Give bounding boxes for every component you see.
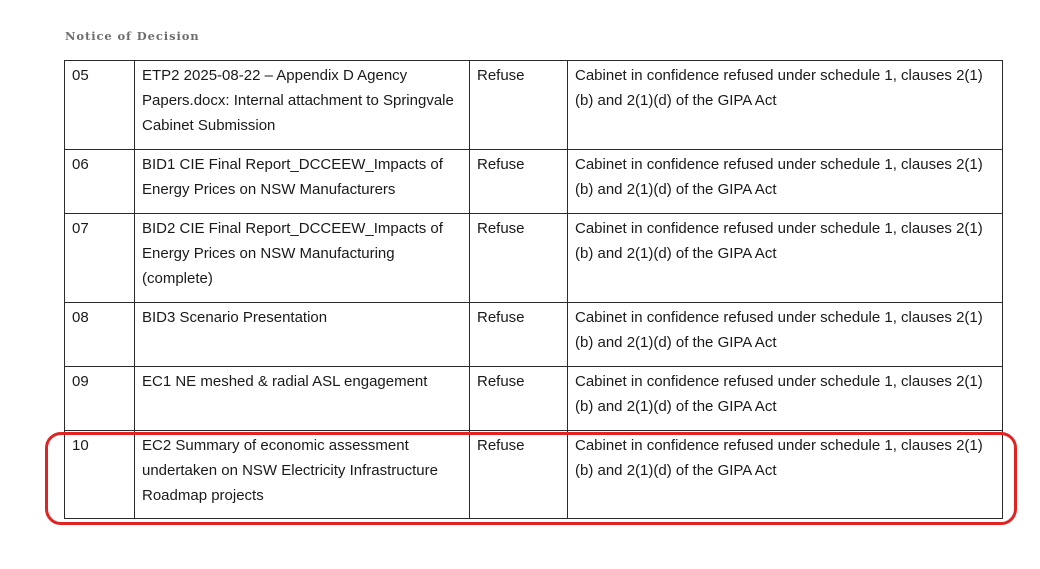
document-description: BID1 CIE Final Report_DCCEEW_Impacts of Energy Prices on NSW Manufacturers	[135, 150, 470, 214]
row-number: 08	[65, 303, 135, 367]
row-number: 09	[65, 367, 135, 431]
decision: Refuse	[470, 431, 568, 519]
document-description: BID2 CIE Final Report_DCCEEW_Impacts of Energy Prices on NSW Manufacturing (complete)	[135, 214, 470, 303]
table-row	[65, 61, 1003, 150]
decision: Refuse	[470, 367, 568, 431]
decision-reason: Cabinet in confidence refused under schedule 1, clauses 2(1)(b) and 2(1)(d) of the GIPA Act	[568, 303, 1003, 367]
row-number: 07	[65, 214, 135, 303]
table-row	[65, 303, 1003, 367]
decision-reason: Cabinet in confidence refused under schedule 1, clauses 2(1)(b) and 2(1)(d) of the GIPA Act	[568, 150, 1003, 214]
decision-reason: Cabinet in confidence refused under schedule 1, clauses 2(1)(b) and 2(1)(d) of the GIPA Act	[568, 214, 1003, 303]
table-row	[65, 150, 1003, 214]
table-row	[65, 214, 1003, 303]
decision: Refuse	[470, 214, 568, 303]
decision-reason: Cabinet in confidence refused under schedule 1, clauses 2(1)(b) and 2(1)(d) of the GIPA Act	[568, 367, 1003, 431]
decision-table	[64, 60, 1003, 519]
decision: Refuse	[470, 303, 568, 367]
row-number: 06	[65, 150, 135, 214]
decision-reason: Cabinet in confidence refused under schedule 1, clauses 2(1)(b) and 2(1)(d) of the GIPA Act	[568, 431, 1003, 519]
document-header: Notice of Decision	[65, 29, 200, 43]
document-description: BID3 Scenario Presentation	[135, 303, 470, 367]
document-description: EC2 Summary of economic assessment undertaken on NSW Electricity Infrastructure Roadmap projects	[135, 431, 470, 519]
document-description: ETP2 2025-08-22 – Appendix D Agency Papers.docx: Internal attachment to Springvale Cabinet Submission	[135, 61, 470, 150]
decision-reason: Cabinet in confidence refused under schedule 1, clauses 2(1)(b) and 2(1)(d) of the GIPA Act	[568, 61, 1003, 150]
decision: Refuse	[470, 150, 568, 214]
row-number: 10	[65, 431, 135, 519]
table-row-highlighted	[65, 431, 1003, 519]
row-number: 05	[65, 61, 135, 150]
document-description: EC1 NE meshed & radial ASL engagement	[135, 367, 470, 431]
table-row	[65, 367, 1003, 431]
decision: Refuse	[470, 61, 568, 150]
